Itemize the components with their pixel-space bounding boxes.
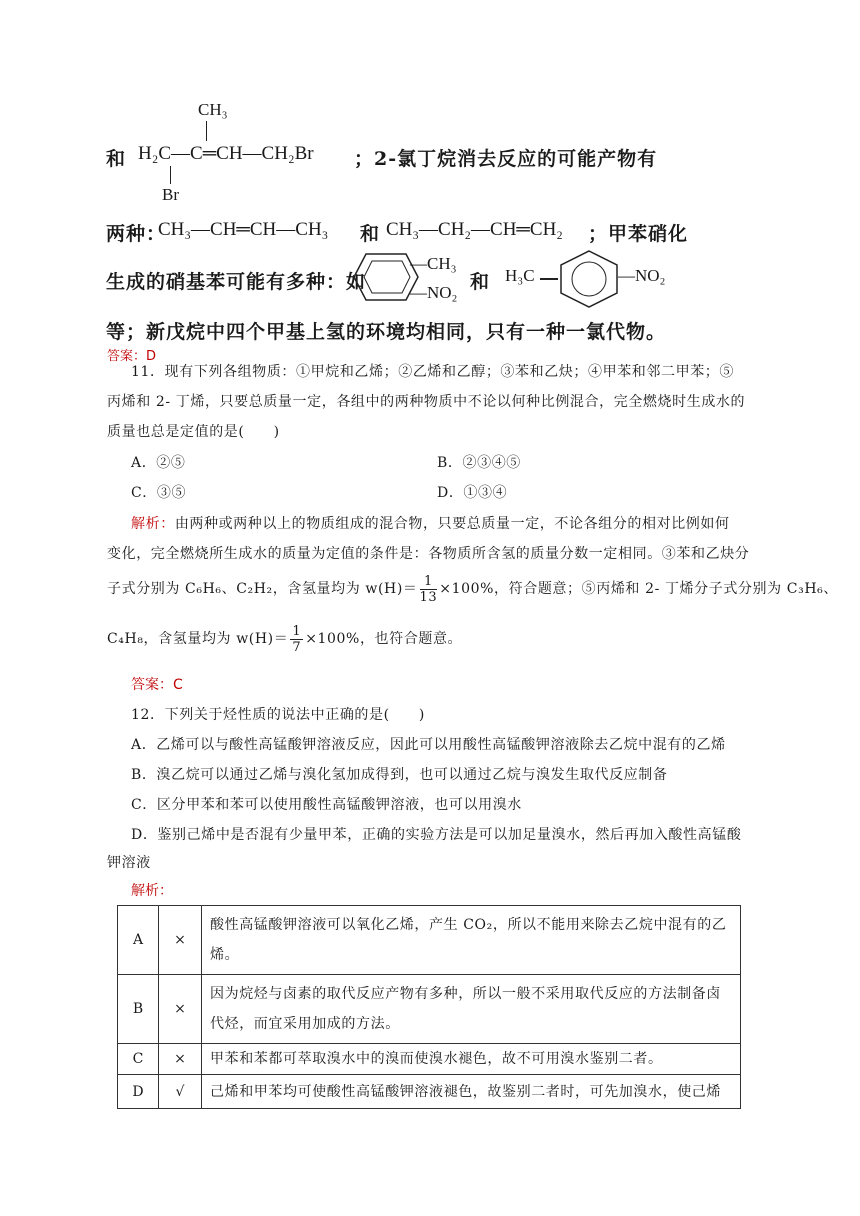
reason-line: 甲苯和苯都可萃取溴水中的溴而使溴水褪色，故不可用溴水鉴别二者。 (210, 1051, 663, 1067)
table-cell-reason (202, 906, 741, 975)
reason-line: 酸性高锰酸钾溶液可以氧化乙烯，产生 CO₂，所以不能用来除去乙烷中混有的乙 (210, 917, 727, 933)
q11-option-c: C．③⑤ (131, 485, 187, 501)
table-row (118, 906, 741, 975)
table-row (118, 1044, 741, 1075)
table-cell-mark: √ (159, 1075, 202, 1109)
q12-option-b: B．溴乙烷可以通过乙烯与溴化氢加成得到，也可以通过乙烷与溴发生取代反应制备 (131, 767, 668, 783)
table-cell-option: B (118, 975, 159, 1044)
q11-option-d: D．①③④ (437, 485, 508, 501)
bromine-label: Br (162, 185, 179, 204)
table-cell-reason (202, 1075, 741, 1109)
table-cell-mark: × (159, 975, 202, 1044)
q11-text-2: 丙烯和 2- 丁烯，只要总质量一定，各组中的两种物质中不论以何种比例混合，完全燃烧时生成水的 (107, 394, 746, 410)
ortho-nitro: —NO₂ (410, 283, 458, 302)
ortho-methyl: —CH₃ (410, 254, 457, 273)
line2-lead: 两种： (106, 223, 167, 245)
q12-option-c: C．区分甲苯和苯可以使用酸性高锰酸钾溶液，也可以用溴水 (131, 797, 522, 813)
para-nitrotoluene-ring (556, 248, 622, 310)
line2-tail: ；甲苯硝化 (588, 223, 689, 245)
fraction-numerator: 1 (292, 623, 302, 639)
table-cell-mark: × (159, 906, 202, 975)
line1-text: ；2-氯丁烷消去反应的可能产物有 (354, 148, 658, 170)
para-methyl: H₃C (505, 266, 535, 285)
q11-option-a: A．②⑤ (131, 455, 186, 471)
q12-analysis-label: 解析： (131, 883, 173, 899)
fraction-denominator: 7 (292, 639, 302, 655)
reason-line: 己烯和甲苯均可使酸性高锰酸钾溶液褪色，故鉴别二者时，可先加溴水，使己烯 (210, 1083, 721, 1100)
formula-2-butene: CH₃—CH═CH—CH₃ (158, 219, 329, 240)
line4-text: 等；新戊烷中四个甲基上氢的环境均相同，只有一种一氯代物。 (106, 321, 667, 343)
q12-stem: 12．下列关于烃性质的说法中正确的是( ) (131, 707, 425, 723)
q11-analysis-4-post: ×100%，也符合题意。 (305, 631, 463, 647)
reason-line: 烯。 (210, 947, 240, 963)
table-row (118, 1075, 741, 1109)
word-he-1: 和 (106, 148, 127, 170)
table-cell-mark: × (159, 1044, 202, 1075)
q12-option-d-1: D．鉴别己烯中是否混有少量甲苯，正确的实验方法是可以加足量溴水，然后再加入酸性高锰酸 (131, 827, 742, 843)
methyl-label: CH₃ (198, 100, 228, 119)
q11-analysis-3-pre: 子式分别为 C₆H₆、C₂H₂，含氢量均为 w(H)＝ (107, 581, 418, 597)
formula-1-butene: CH₃—CH₂—CH═CH₂ (386, 219, 563, 240)
formula-line1: H₂C—C═CH—CH₂Br (138, 143, 314, 164)
q11-analysis-1: 由两种或两种以上的物质组成的混合物，只要总质量一定，不论各组分的相对比例如何 (174, 516, 730, 532)
q11-analysis-4-pre: C₄H₈，含氢量均为 w(H)＝ (107, 631, 289, 647)
para-nitro: —NO₂ (618, 266, 666, 285)
fraction-denominator: 13 (419, 589, 438, 605)
table-cell-reason (202, 1044, 741, 1075)
answer-q11: 答案：C (131, 677, 183, 693)
q11-analysis-3-post: ×100%，符合题意；⑤丙烯和 2- 丁烯分子式分别为 C₃H₆、 (439, 581, 838, 597)
fraction-1-7 (290, 624, 303, 655)
bond-vertical-up (206, 121, 207, 141)
q11-option-b: B．②③④⑤ (437, 455, 521, 471)
table-row (118, 975, 741, 1044)
word-he-2: 和 (360, 223, 381, 245)
reason-line: 因为烷烃与卤素的取代反应产物有多种，所以一般不采用取代反应的方法制备卤 (210, 986, 721, 1002)
q12-option-d-2: 钾溶液 (107, 855, 151, 871)
fraction-numerator: 1 (420, 574, 438, 590)
table-cell-reason (202, 975, 741, 1044)
q11-analysis-2: 变化，完全燃烧所生成水的质量为定值的条件是：各物质所含氢的质量分数一定相同。③苯和乙炔分 (107, 546, 750, 562)
answer-q10: 答案：D (107, 349, 157, 364)
table-cell-option: C (118, 1044, 159, 1075)
q11-text-3: 质量也总是定值的是( ) (107, 424, 280, 440)
line3-lead: 生成的硝基苯可能有多种：如 (106, 271, 367, 293)
analysis-table (117, 905, 741, 1109)
reason-line: 代烃，而宜采用加成的方法。 (210, 1016, 400, 1032)
q11-text-1: 11．现有下列各组物质：①甲烷和乙烯；②乙烯和乙醇；③苯和乙炔；④甲苯和邻二甲苯；⑤ (131, 364, 735, 380)
fraction-1-13 (420, 574, 438, 605)
table-cell-option: D (118, 1075, 159, 1109)
bond-vertical-down (170, 166, 171, 184)
table-cell-option: A (118, 906, 159, 975)
q11-analysis-label: 解析： (131, 516, 175, 532)
q12-option-a: A．乙烯可以与酸性高锰酸钾溶液反应，因此可以用酸性高锰酸钾溶液除去乙烷中混有的乙烯 (131, 737, 726, 753)
word-he-3: 和 (470, 271, 491, 293)
